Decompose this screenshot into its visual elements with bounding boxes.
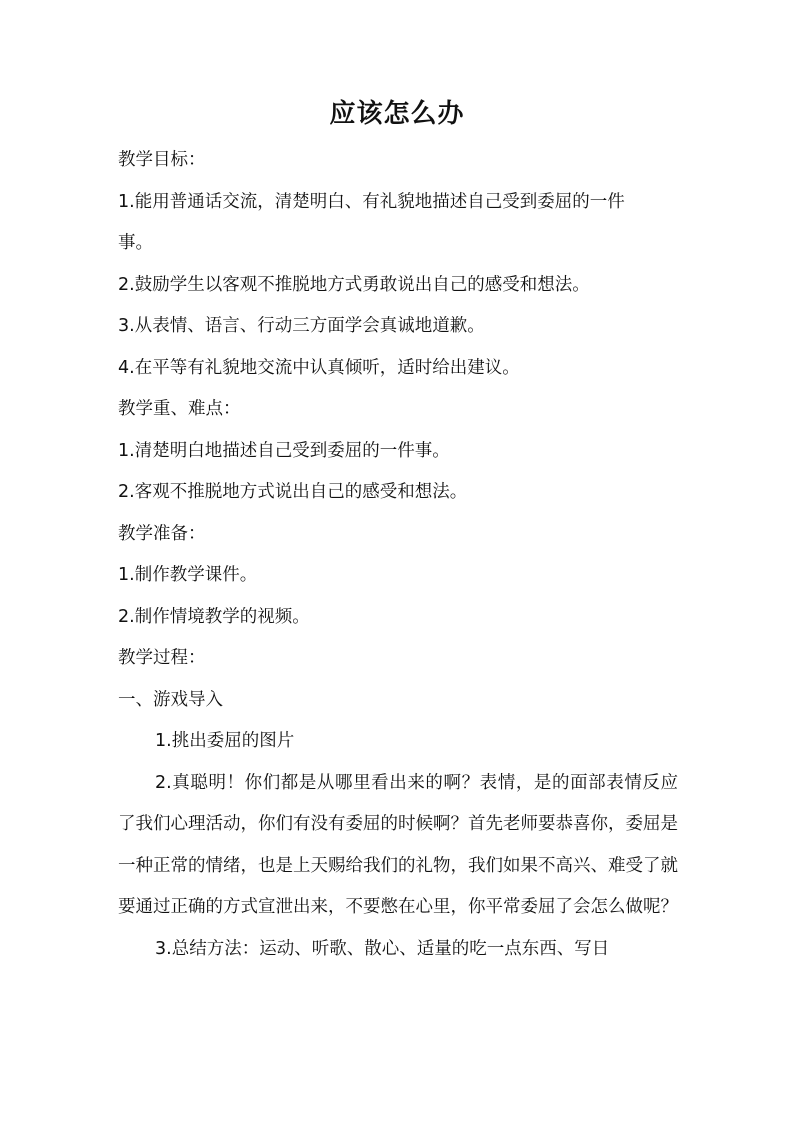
key-point-item: 2.客观不推脱地方式说出自己的感受和想法。 — [118, 482, 468, 502]
process-step: 2.真聪明！你们都是从哪里看出来的啊？表情，是的面部表情反应了我们心理活动，你们有没有委屈的时候啊？首先老师要恭喜你，委屈是一种正常的情绪，也是上天赐给我们的礼物，我们如果不高兴、难受了就要通过正确的方式宣泄出来，不要憋在心里，你平常委屈了会怎么做呢？ — [118, 772, 678, 917]
process-step: 1.挑出委屈的图片 — [155, 731, 295, 751]
objective-item: 事。 — [118, 233, 153, 253]
process-step: 3.总结方法：运动、听歌、散心、适量的吃一点东西、写日 — [155, 938, 610, 959]
process-heading: 教学过程： — [118, 648, 206, 668]
process-subheading: 一、游戏导入 — [118, 689, 223, 710]
objective-item: 3.从表情、语言、行动三方面学会真诚地道歉。 — [118, 316, 485, 336]
preparation-item: 2.制作情境教学的视频。 — [118, 606, 310, 627]
objective-item: 2.鼓励学生以客观不推脱地方式勇敢说出自己的感受和想法。 — [118, 274, 590, 295]
preparation-item: 1.制作教学课件。 — [118, 565, 258, 585]
document-body — [118, 140, 678, 970]
key-points-heading: 教学重、难点： — [118, 399, 241, 419]
objective-item: 4.在平等有礼貌地交流中认真倾听，适时给出建议。 — [118, 357, 520, 378]
objective-item: 1.能用普通话交流，清楚明白、有礼貌地描述自己受到委屈的一件 — [118, 191, 625, 212]
page-title: 应该怎么办 — [329, 99, 465, 129]
objectives-heading: 教学目标： — [118, 150, 206, 170]
preparation-heading: 教学准备： — [118, 523, 206, 544]
key-point-item: 1.清楚明白地描述自己受到委屈的一件事。 — [118, 440, 450, 461]
